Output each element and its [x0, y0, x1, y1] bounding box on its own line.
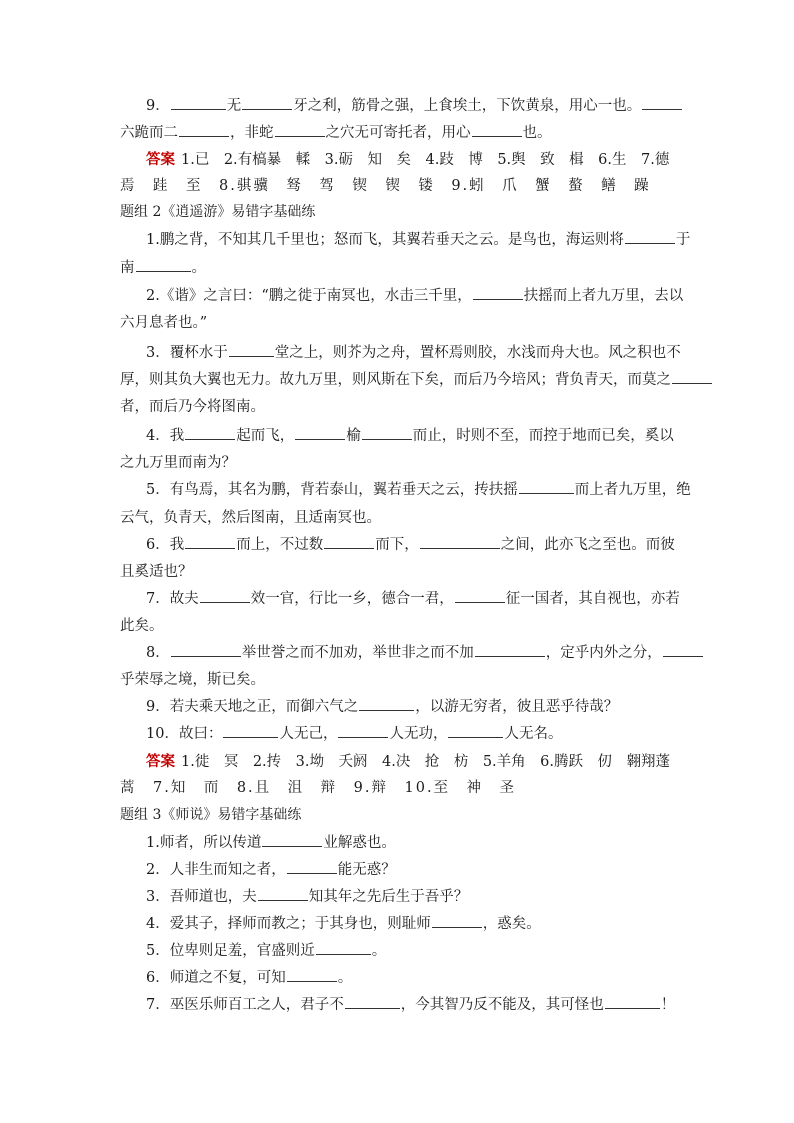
g2-heading: 题组 2《逍遥游》易错字基础练 — [120, 204, 316, 220]
g3-q3: 3．吾师道也，夫 知其年之先后生于吾乎？ — [146, 885, 680, 909]
blank[interactable] — [223, 723, 278, 738]
g3-heading: 题组 3《师说》易错字基础练 — [120, 807, 302, 823]
g3-q6: 6．师道之不复，可知 。 — [146, 966, 680, 990]
blank[interactable] — [672, 369, 712, 384]
g1-q9-line2: 六跪而二 ，非蛇 之穴无可寄托者，用心 也。 — [120, 121, 680, 145]
blank[interactable] — [519, 479, 574, 494]
blank[interactable] — [136, 257, 191, 272]
blank[interactable] — [242, 95, 292, 110]
blank[interactable] — [663, 642, 703, 657]
g2-q1-line1: 1.鹏之背，不知其几千里也；怒而飞，其翼若垂天之云。是鸟也，海运则将 于 — [146, 228, 680, 252]
blank[interactable] — [473, 285, 523, 300]
blank[interactable] — [338, 723, 388, 738]
blank[interactable] — [605, 994, 660, 1009]
blank[interactable] — [275, 122, 325, 137]
g2-q7-line2: 此矣。 — [120, 618, 164, 634]
g2-q3-line2: 厚，则其负大翼也无力。故九万里，则风斯在下矣，而后乃今培风；背负青天，而莫之 — [120, 368, 680, 392]
blank[interactable] — [316, 940, 371, 955]
g2-q3-line3: 者，而后乃今将图南。 — [120, 399, 265, 415]
blank[interactable] — [171, 95, 226, 110]
g1-answer-line1: 答案 1.已 2.有槁暴 輮 3.砺 知 矣 4.跂 博 5.舆 致 楫 6.生 7.德 — [146, 151, 670, 168]
g2-q8-line2: 乎荣辱之境，斯已矣。 — [120, 672, 265, 688]
blank[interactable] — [200, 588, 250, 603]
g2-q4-line2: 之九万里而南为？ — [120, 455, 236, 471]
blank[interactable] — [287, 859, 337, 874]
g3-q2: 2．人非生而知之者， 能无惑？ — [146, 858, 680, 882]
blank[interactable] — [324, 534, 374, 549]
g2-q4-line1: 4．我 起而飞， 榆 而止，时则不至，而控于地而已矣，奚以 — [146, 424, 680, 448]
blank[interactable] — [258, 886, 308, 901]
g2-q6-line1: 6．我 而上，不过数 而下， 之间，此亦飞之至也。而彼 — [146, 533, 680, 557]
answer-label: 答案 — [146, 151, 175, 168]
blank[interactable] — [455, 588, 505, 603]
blank[interactable] — [262, 832, 322, 847]
g2-q3-line1: 3．覆杯水于 堂之上，则芥为之舟，置杯焉则胶，水浅而舟大也。风之积也不 — [146, 341, 680, 365]
g2-q2-line2: 六月息者也。” — [120, 315, 208, 331]
g3-q7: 7．巫医乐师百工之人，君子不 ，今其智乃反不能及，其可怪也 ！ — [146, 993, 680, 1017]
blank[interactable] — [362, 425, 412, 440]
blank[interactable] — [295, 425, 345, 440]
g3-q1: 1.师者，所以传道 业解惑也。 — [146, 831, 680, 855]
g2-q2-line1: 2.《谐》之言曰：“鹏之徙于南冥也，水击三千里， 扶摇而上者九万里，去以 — [146, 284, 680, 308]
blank[interactable] — [185, 534, 235, 549]
blank[interactable] — [359, 696, 414, 711]
blank[interactable] — [171, 642, 241, 657]
blank[interactable] — [625, 229, 675, 244]
blank[interactable] — [472, 122, 522, 137]
blank[interactable] — [179, 122, 229, 137]
g2-q1-line2: 南 。 — [120, 256, 680, 280]
g2-answer-line2: 蒿 7.知 而 8.且 沮 辩 9.辩 10.至 神 圣 — [120, 780, 517, 796]
g2-q10: 10．故曰： 人无己， 人无功， 人无名。 — [146, 722, 680, 746]
g3-q5: 5．位卑则足羞，官盛则近 。 — [146, 939, 680, 963]
blank[interactable] — [287, 967, 337, 982]
g2-q9: 9．若夫乘天地之正，而御六气之 ，以游无穷者，彼且恶乎待哉？ — [146, 695, 680, 719]
blank[interactable] — [229, 342, 274, 357]
g3-q4: 4．爱其子，择师而教之；于其身也，则耻师 ，惑矣。 — [146, 912, 680, 936]
g2-q5-line2: 云气，负青天，然后图南，且适南冥也。 — [120, 510, 381, 526]
answer-label: 答案 — [146, 753, 175, 770]
g1-answer-line2: 焉 跬 至 8.骐骥 驽 驾 锲 锲 镂 9.蚓 爪 蟹 螯 鳝 躁 — [120, 178, 651, 194]
g2-answer-line1: 答案 1.徙 冥 2.抟 3.坳 夭阏 4.决 抢 枋 5.羊角 6.腾跃 仞 翱翔蓬 — [146, 753, 671, 770]
g2-q8-line1: 8． 举世誉之而不加劝，举世非之而不加 ，定乎内外之分， — [146, 641, 680, 665]
g2-q6-line2: 且奚适也？ — [120, 564, 193, 580]
blank[interactable] — [642, 95, 682, 110]
blank[interactable] — [420, 534, 500, 549]
g2-q7-line1: 7．故夫 效一官，行比一乡，德合一君， 征一国者，其自视也，亦若 — [146, 587, 680, 611]
g2-q5-line1: 5．有鸟焉，其名为鹏，背若泰山，翼若垂天之云，抟扶摇 而上者九万里，绝 — [146, 478, 680, 502]
blank[interactable] — [432, 913, 482, 928]
blank[interactable] — [448, 723, 503, 738]
g1-q9-line1: 9． 无 牙之利，筋骨之强，上食埃土，下饮黄泉，用心一也。 — [146, 94, 680, 118]
blank[interactable] — [185, 425, 235, 440]
blank[interactable] — [345, 994, 400, 1009]
blank[interactable] — [475, 642, 545, 657]
